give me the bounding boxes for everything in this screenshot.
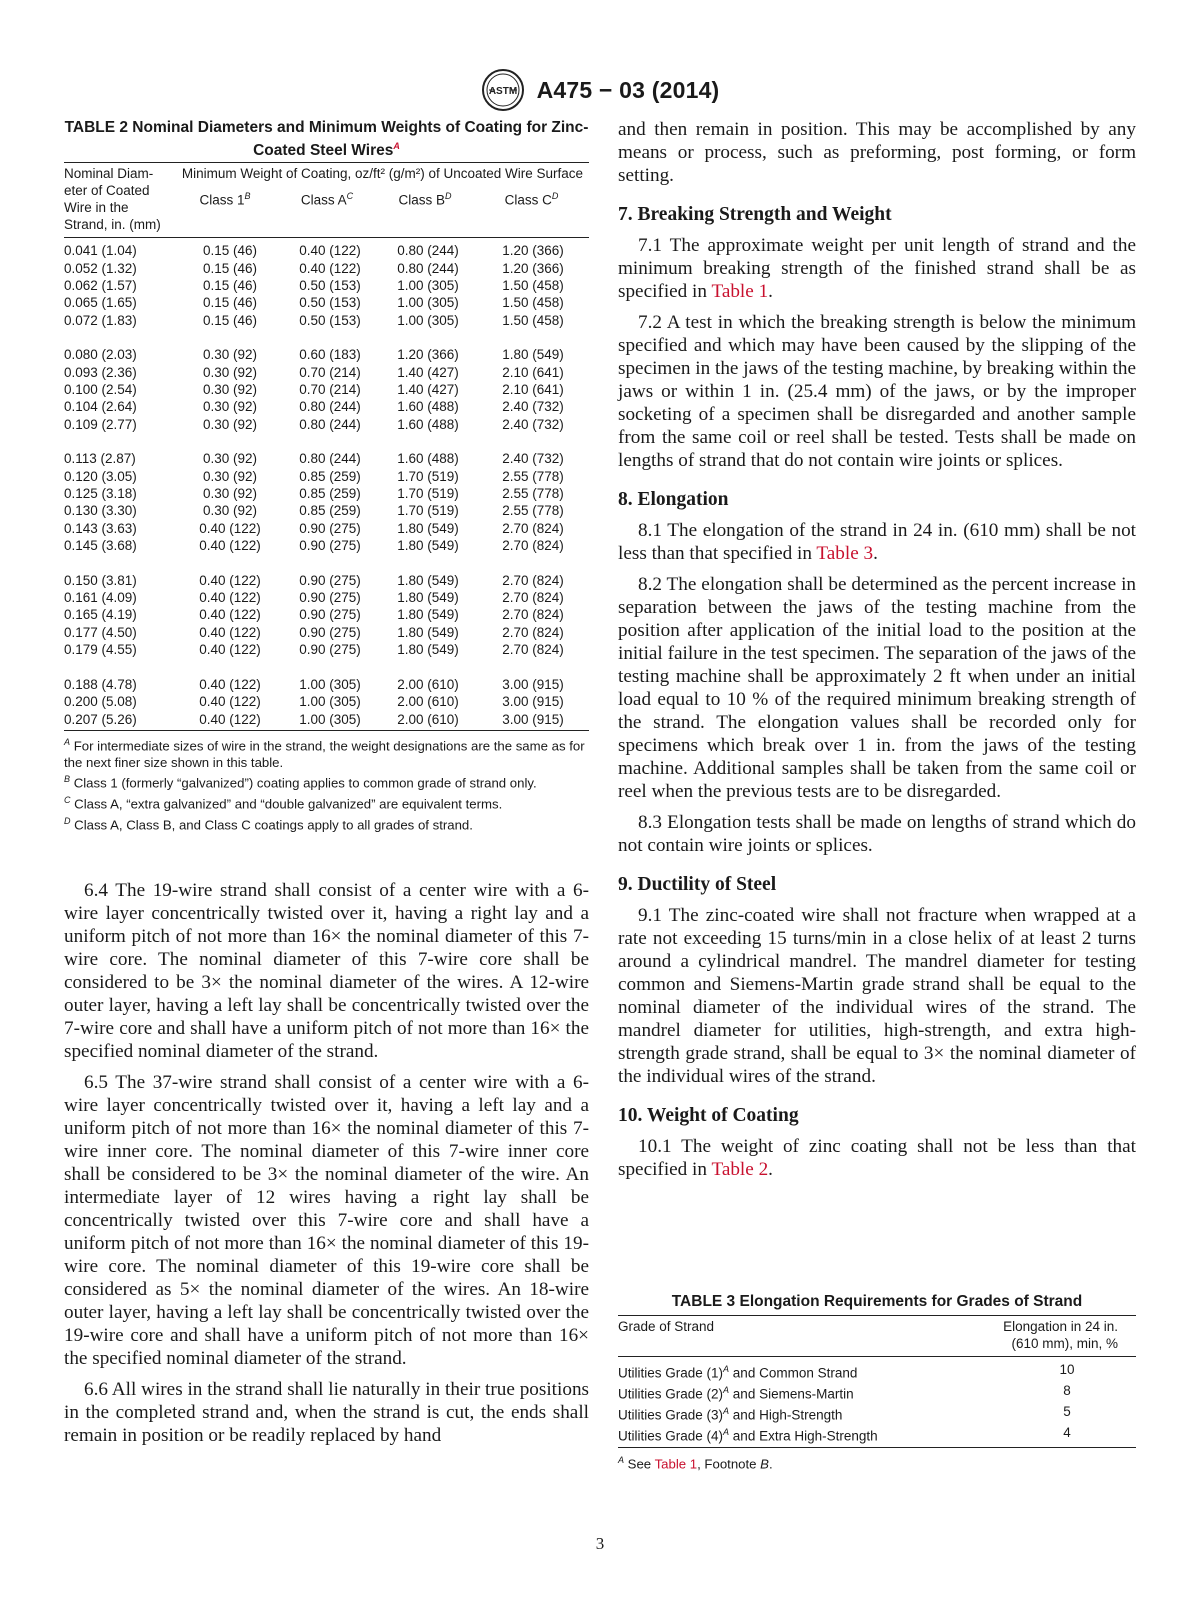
cell-weight: 0.85 (259): [299, 468, 361, 484]
right-column-body: [618, 118, 1136, 1189]
cell-weight: 2.55 (778): [502, 503, 564, 519]
cell-weight: 1.80 (549): [397, 607, 459, 623]
section-heading-10: 10. Weight of Coating: [618, 1105, 799, 1126]
cell-weight: 1.60 (488): [397, 451, 459, 467]
table-2-body: [64, 238, 589, 728]
column-header-class-a: Class $A^C$: [300, 191, 354, 208]
cell-diameter: 0.150 (3.81): [64, 572, 137, 588]
cell-weight: 0.15 (46): [202, 277, 258, 293]
table-row: [64, 416, 589, 433]
cell-weight: 0.30 (92): [202, 347, 258, 363]
table-3-footnote: $^A$ See Table 1, Footnote B.: [618, 1454, 773, 1472]
cell-weight: 0.40 (122): [199, 711, 261, 727]
cell-weight: 1.80 (549): [397, 642, 459, 658]
cell-weight: 0.90 (275): [299, 520, 361, 536]
table-row: [64, 693, 589, 710]
cell-weight: 2.00 (610): [397, 711, 459, 727]
cell-weight: 0.80 (244): [299, 451, 361, 467]
cell-weight: 3.00 (915): [502, 694, 564, 710]
cell-weight: 0.80 (244): [299, 399, 361, 415]
cell-weight: 1.80 (549): [397, 538, 459, 554]
section-heading-9: 9. Ductility of Steel: [618, 874, 777, 895]
cell-weight: 0.40 (122): [199, 642, 261, 658]
cell-weight: 1.50 (458): [502, 295, 564, 311]
paragraph-8-2: 8.2 The elongation shall be determined as the percent increase in separation between the jaws of the testing machine from the position after application of the initial load to the position at the initial failure in the test specimen. The separation of the jaws of the testing machine shall be approximately 2 ft when under an initial load equal to 10 % of the required minimum breaking strength of the strand. The elongation values shall be recorded only for specimens which break over 1 in. from the jaws of the testing machine. Additional samples shall be taken from the same coil or reel when the previous tests are to be disregarded.: [618, 574, 1136, 802]
table-2-footnote: $^A$ For intermediate sizes of wire in the strand, the weight designations are the same as for the next finer size shown in this table.: [64, 736, 585, 770]
page-number: 3: [595, 1534, 605, 1553]
cell-weight: 1.20 (366): [397, 347, 459, 363]
cell-weight: 1.20 (366): [502, 243, 564, 259]
cell-weight: 1.80 (549): [397, 572, 459, 588]
cell-weight: 1.00 (305): [397, 312, 459, 328]
table-2-footnote: $^B$ Class 1 (formerly “galvanized”) coating applies to common grade of strand only.: [64, 774, 537, 791]
table-2-footnotes: [64, 731, 589, 834]
cell-weight: 0.90 (275): [299, 642, 361, 658]
cell-weight: 0.40 (122): [299, 260, 361, 276]
cell-weight: 0.40 (122): [199, 590, 261, 606]
paragraph-7-2: 7.2 A test in which the breaking strength is below the minimum specified and which may have been caused by the slipping of the specimen in the jaws of the testing machine, by breaking within the jaws or within 1 in. (25.4 mm) of the jaws, or by the improper socketing of a specimen shall be disregarded and another sample from the same coil or reel shall be tested. Tests shall be made on lengths of strand that do not contain wire joints or splices.: [618, 312, 1136, 471]
table-row: [64, 364, 589, 381]
table-row: [64, 450, 589, 467]
cell-diameter: 0.072 (1.83): [64, 312, 137, 328]
table-row: Utilities Grade $(2)^A$ and Siemens-Martin 8: [618, 1382, 1071, 1402]
cell-weight: 0.40 (122): [199, 520, 261, 536]
cell-diameter: 0.120 (3.05): [64, 468, 137, 484]
paragraph-9-1: 9.1 The zinc-coated wire shall not fracture when wrapped at a rate not exceeding 15 turns/min in a close helix of at least 2 turns around a cylindrical mandrel. The mandrel diameter for testing common and Siemens-Martin grade strand shall be equal to the nominal diameter of the individual wires of the strand. The mandrel diameter for utilities, high-strength, and extra high-strength grade strand, shall be equal to 3× the nominal diameter of the individual wires of the strand.: [618, 905, 1136, 1087]
table-row: [64, 485, 589, 502]
paragraph-10-1: 10.1 The weight of zinc coating shall not be less than that specified in Table 2.: [618, 1136, 1136, 1180]
cell-weight: 0.70 (214): [299, 382, 361, 397]
table-2-link[interactable]: Table 2: [711, 1159, 769, 1180]
cell-weight: 1.20 (366): [502, 260, 564, 276]
cell-weight: 0.50 (153): [299, 312, 361, 328]
cell-weight: 0.90 (275): [299, 538, 361, 554]
table-row: [64, 381, 589, 398]
cell-weight: 0.30 (92): [202, 399, 258, 415]
column-header-class-b: Class $B^D$: [398, 191, 452, 208]
paragraph-6-4: 6.4 The 19-wire strand shall consist of a center wire with a 6-wire layer concentrically twisted over it, having a right lay and a uniform pitch of not more than 16× the nominal diameter of this 7-wire core. The nominal diameter of this 7-wire core shall be considered to be 3× the nominal diameter of the wires. A 12-wire outer layer, having a left lay shall be concentrically twisted over the 7-wire core and shall have a uniform pitch of not more than 16× the specified nominal diameter of the strand.: [64, 880, 589, 1062]
class-headers: [172, 188, 589, 209]
table-row: Utilities Grade $(4)^A$ and Extra High-Strength 4: [618, 1424, 1071, 1444]
svg-text:ASTM: ASTM: [488, 86, 517, 97]
table-row: Utilities Grade $(1)^A$ and Common Strand 10: [618, 1362, 1075, 1381]
cell-weight: 0.40 (122): [199, 624, 261, 640]
cell-diameter: 0.080 (2.03): [64, 347, 137, 363]
cell-weight: 1.80 (549): [502, 347, 564, 363]
cell-weight: 0.15 (46): [202, 243, 258, 259]
cell-weight: 0.80 (244): [397, 243, 459, 259]
cell-weight: 0.90 (275): [299, 590, 361, 606]
cell-diameter: 0.104 (2.64): [64, 399, 137, 415]
cell-weight: 0.85 (259): [299, 486, 361, 502]
table-1-link[interactable]: Table 1: [711, 281, 769, 302]
cell-weight: 1.60 (488): [397, 416, 459, 432]
cell-diameter: 0.052 (1.32): [64, 260, 137, 276]
cell-diameter: 0.041 (1.04): [64, 243, 137, 259]
table-row: Utilities Grade $(3)^A$ and High-Strength 5: [618, 1403, 1071, 1423]
cell-weight: 1.00 (305): [299, 694, 361, 710]
cell-weight: 2.40 (732): [502, 416, 564, 432]
cell-weight: 1.50 (458): [502, 312, 564, 328]
cell-weight: 2.70 (824): [502, 624, 564, 640]
table-2-footnote: $^C$ Class A, “extra galvanized” and “double galvanized” are equivalent terms.: [64, 794, 503, 812]
cell-weight: 2.70 (824): [502, 607, 564, 623]
table-row: [64, 294, 589, 311]
cell-weight: 0.30 (92): [202, 416, 258, 432]
cell-weight: 1.00 (305): [397, 295, 459, 311]
column-header-class-c: Class $C^D$: [504, 191, 559, 208]
section-heading-7: 7. Breaking Strength and Weight: [618, 204, 892, 225]
cell-diameter: 0.143 (3.63): [64, 520, 137, 536]
cell-weight: 0.30 (92): [202, 451, 258, 467]
cell-weight: 0.50 (153): [299, 295, 361, 311]
cell-weight: 1.00 (305): [397, 277, 459, 293]
table-1-link[interactable]: Table 1: [654, 1456, 698, 1472]
cell-diameter: 0.145 (3.68): [64, 538, 137, 554]
cell-weight: 2.70 (824): [502, 590, 564, 606]
section-heading-8: 8. Elongation: [618, 489, 729, 510]
astm-logo-icon: [481, 68, 525, 112]
cell-weight: 0.80 (244): [299, 416, 361, 432]
cell-weight: 2.40 (732): [502, 451, 564, 467]
document-designation: A475 − 03 (2014): [536, 76, 720, 103]
cell-diameter: 0.179 (4.55): [64, 642, 137, 658]
table-row: [64, 260, 589, 277]
cell-weight: 0.40 (122): [199, 607, 261, 623]
cell-weight: 2.55 (778): [502, 468, 564, 484]
table-row: [64, 242, 589, 259]
cell-weight: 3.00 (915): [502, 711, 564, 727]
cell-weight: 0.60 (183): [299, 347, 361, 363]
table-row: [64, 312, 589, 329]
cell-diameter: 0.188 (4.78): [64, 676, 137, 692]
cell-weight: 1.00 (305): [299, 711, 361, 727]
table-row: [64, 589, 589, 606]
cell-weight: 2.70 (824): [502, 642, 564, 658]
cell-diameter: 0.100 (2.54): [64, 382, 137, 397]
cell-weight: 0.15 (46): [202, 312, 258, 328]
cell-diameter: 0.161 (4.09): [64, 590, 137, 606]
table-2-title: TABLE 2 Nominal Diameters and Minimum Weights of Coating for Zinc-Coated Steel Wires$^A$: [64, 119, 589, 160]
cell-weight: 3.00 (915): [502, 676, 564, 692]
cell-weight: 0.30 (92): [202, 382, 258, 397]
cell-weight: 1.80 (549): [397, 624, 459, 640]
cell-diameter: 0.177 (4.50): [64, 624, 137, 640]
cell-weight: 0.40 (122): [199, 676, 261, 692]
page-header: [0, 68, 1200, 112]
cell-weight: 0.90 (275): [299, 624, 361, 640]
cell-weight: 0.90 (275): [299, 572, 361, 588]
column-header-grade: Grade of Strand: [618, 1319, 715, 1334]
cell-diameter: 0.207 (5.26): [64, 711, 137, 727]
column-header-class-1: Class $1^B$: [199, 191, 251, 208]
cell-weight: 2.40 (732): [502, 399, 564, 415]
table-3-header: [618, 1316, 1136, 1356]
cell-weight: 2.70 (824): [502, 538, 564, 554]
table-row: [64, 641, 589, 658]
paragraph-6-6: 6.6 All wires in the strand shall lie naturally in their true positions in the completed strand and, when the strand is cut, the ends shall remain in position or be readily replaced by hand: [64, 1379, 589, 1446]
table-row: [64, 676, 589, 693]
cell-weight: 0.50 (153): [299, 277, 361, 293]
paragraph-8-3: 8.3 Elongation tests shall be made on lengths of strand which do not contain wire joints or splices.: [618, 812, 1136, 856]
cell-weight: 0.15 (46): [202, 260, 258, 276]
cell-weight: 1.60 (488): [397, 399, 459, 415]
cell-weight: 1.80 (549): [397, 590, 459, 606]
cell-weight: 0.30 (92): [202, 486, 258, 502]
cell-weight: 1.40 (427): [397, 364, 459, 380]
cell-weight: 2.10 (641): [502, 382, 564, 397]
cell-weight: 0.40 (122): [299, 243, 361, 259]
cell-diameter: 0.065 (1.65): [64, 295, 137, 311]
cell-weight: 2.00 (610): [397, 676, 459, 692]
table-row: [64, 398, 589, 415]
cell-diameter: 0.125 (3.18): [64, 486, 137, 502]
cell-diameter: 0.200 (5.08): [64, 694, 137, 710]
table-row: [64, 606, 589, 623]
cell-weight: 0.40 (122): [199, 694, 261, 710]
table-row: [64, 277, 589, 294]
cell-diameter: 0.113 (2.87): [64, 451, 136, 467]
cell-diameter: 0.109 (2.77): [64, 416, 137, 432]
table-row: [64, 537, 589, 554]
table-row: [64, 520, 589, 537]
cell-weight: 2.00 (610): [397, 694, 459, 710]
cell-weight: 0.30 (92): [202, 503, 258, 519]
cell-weight: 1.70 (519): [397, 468, 459, 484]
cell-weight: 2.10 (641): [502, 364, 564, 380]
cell-weight: 0.85 (259): [299, 503, 361, 519]
cell-weight: 1.70 (519): [397, 503, 459, 519]
table-row: [64, 468, 589, 485]
left-column-body: [64, 879, 589, 1455]
cell-weight: 1.70 (519): [397, 486, 459, 502]
table-3: [618, 1292, 1136, 1472]
cell-weight: 1.80 (549): [397, 520, 459, 536]
cell-weight: 0.90 (275): [299, 607, 361, 623]
column-header-nominal-diameter: Nominal Diam- eter of Coated Wire in the Strand, in. (mm): [64, 166, 161, 233]
cell-weight: 1.40 (427): [397, 382, 459, 397]
table-3-link[interactable]: Table 3: [816, 543, 874, 564]
paragraph-6-6-continued: and then remain in position. This may be accomplished by any means or process, such as preforming, post forming, or form setting.: [618, 119, 1136, 186]
cell-weight: 1.00 (305): [299, 676, 361, 692]
cell-weight: 0.40 (122): [199, 538, 261, 554]
table-3-body: [618, 1357, 1136, 1447]
table-row: [64, 502, 589, 519]
cell-weight: 1.50 (458): [502, 277, 564, 293]
table-row: [64, 572, 589, 589]
cell-weight: 0.30 (92): [202, 364, 258, 380]
column-header-elongation: Elongation in 24 in. (610 mm), min, %: [1003, 1319, 1118, 1351]
cell-weight: 0.40 (122): [199, 572, 261, 588]
cell-weight: 0.30 (92): [202, 468, 258, 484]
cell-diameter: 0.130 (3.30): [64, 503, 137, 519]
cell-weight: 2.55 (778): [502, 486, 564, 502]
cell-weight: 0.80 (244): [397, 260, 459, 276]
cell-diameter: 0.093 (2.36): [64, 364, 137, 380]
table-2: [64, 118, 589, 834]
table-2-footnote: $^D$ Class A, Class B, and Class C coatings apply to all grades of strand.: [64, 815, 473, 833]
cell-weight: 2.70 (824): [502, 572, 564, 588]
cell-diameter: 0.165 (4.19): [64, 607, 137, 623]
table-3-title: TABLE 3 Elongation Requirements for Grades of Strand: [671, 1293, 1083, 1310]
paragraph-6-5: 6.5 The 37-wire strand shall consist of a center wire with a 6-wire layer concentrically twisted over it, having a left lay and a uniform pitch of not more than 16× the nominal diameter of this 7-wire inner core. The nominal diameter of this 7-wire inner core shall be considered to be 3× the nominal diameter of the wire. An intermediate layer of 12 wires having a right lay shall be concentrically twisted over this 7-wire core and shall have a uniform pitch of not more than 16× the nominal diameter of this 19-wire core. The nominal diameter of this 19-wire core shall be considered as 5× the nominal diameter of the wires. An 18-wire outer layer, having a left lay shall be concentrically twisted over the 19-wire core and shall have a uniform pitch of not more than 16× the specified nominal diameter of the strand.: [64, 1072, 589, 1369]
table-2-header: [64, 163, 589, 233]
cell-diameter: 0.062 (1.57): [64, 277, 137, 293]
cell-weight: 2.70 (824): [502, 520, 564, 536]
table-row: [64, 624, 589, 641]
table-row: [64, 711, 589, 728]
paragraph-8-1: 8.1 The elongation of the strand in 24 in. (610 mm) shall be not less than that specified in Table 3.: [618, 520, 1136, 564]
paragraph-7-1: 7.1 The approximate weight per unit length of strand and the minimum breaking strength of the finished strand shall be as specified in Table 1.: [618, 235, 1136, 302]
cell-weight: 0.70 (214): [299, 364, 361, 380]
column-header-min-weight: Minimum Weight of Coating, oz/ft² (g/m²) of Uncoated Wire Surface: [181, 166, 584, 182]
table-row: [64, 346, 589, 363]
cell-weight: 0.15 (46): [202, 295, 258, 311]
